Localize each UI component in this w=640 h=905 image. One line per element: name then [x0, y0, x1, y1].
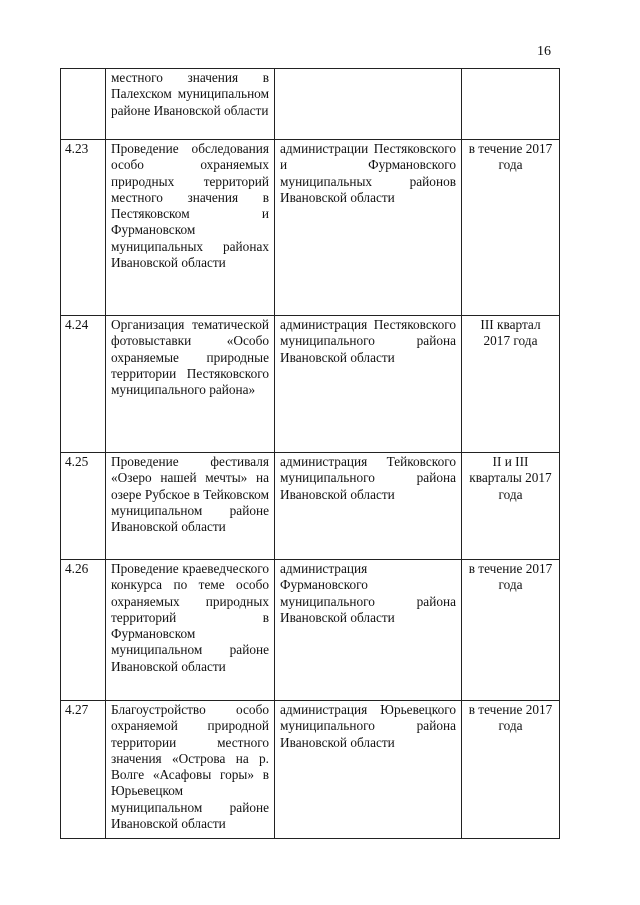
row-number: 4.27 [61, 701, 106, 839]
table-row [61, 560, 560, 701]
measure-description: Проведение краеведческого конкурса по теме особо охраняемых природных территорий в Фурмановском муниципальном районе Ивановской области [106, 560, 275, 701]
table-row [61, 69, 560, 140]
table-row [61, 316, 560, 453]
measure-description: Проведение обследования особо охраняемых природных территорий местного значения в Пестяковском и Фурмановском муниципальных районах Ивановской области [106, 140, 275, 316]
measure-description: местного значения в Палехском муниципальном районе Ивановской области [106, 69, 275, 140]
deadline [462, 69, 560, 140]
deadline: III квартал 2017 года [462, 316, 560, 453]
responsible-executor: администрация Фурмановского муниципального района Ивановской области [275, 560, 462, 701]
measure-description: Организация тематической фотовыставки «Особо охраняемые природные территории Пестяковского муниципального района» [106, 316, 275, 453]
row-number [61, 69, 106, 140]
responsible-executor: администрация Юрьевецкого муниципального района Ивановской области [275, 701, 462, 839]
row-number: 4.23 [61, 140, 106, 316]
table-row [61, 453, 560, 560]
measure-description: Проведение фестиваля «Озеро нашей мечты» на озере Рубское в Тейковском муниципальном районе Ивановской области [106, 453, 275, 560]
row-number: 4.26 [61, 560, 106, 701]
deadline: II и III кварталы 2017 года [462, 453, 560, 560]
measures-table [60, 68, 560, 839]
responsible-executor: администрация Тейковского муниципального района Ивановской области [275, 453, 462, 560]
table-row [61, 140, 560, 316]
table-row [61, 701, 560, 839]
measure-description: Благоустройство особо охраняемой природной территории местного значения «Острова на р. Волге «Асафовы горы» в Юрьевецком муниципальном районе Ивановской области [106, 701, 275, 839]
row-number: 4.24 [61, 316, 106, 453]
responsible-executor: администрации Пестяковского и Фурмановского муниципальных районов Ивановской области [275, 140, 462, 316]
deadline: в течение 2017 года [462, 560, 560, 701]
responsible-executor: администрация Пестяковского муниципального района Ивановской области [275, 316, 462, 453]
page-number: 16 [537, 44, 551, 59]
responsible-executor [275, 69, 462, 140]
deadline: в течение 2017 года [462, 140, 560, 316]
row-number: 4.25 [61, 453, 106, 560]
deadline: в течение 2017 года [462, 701, 560, 839]
